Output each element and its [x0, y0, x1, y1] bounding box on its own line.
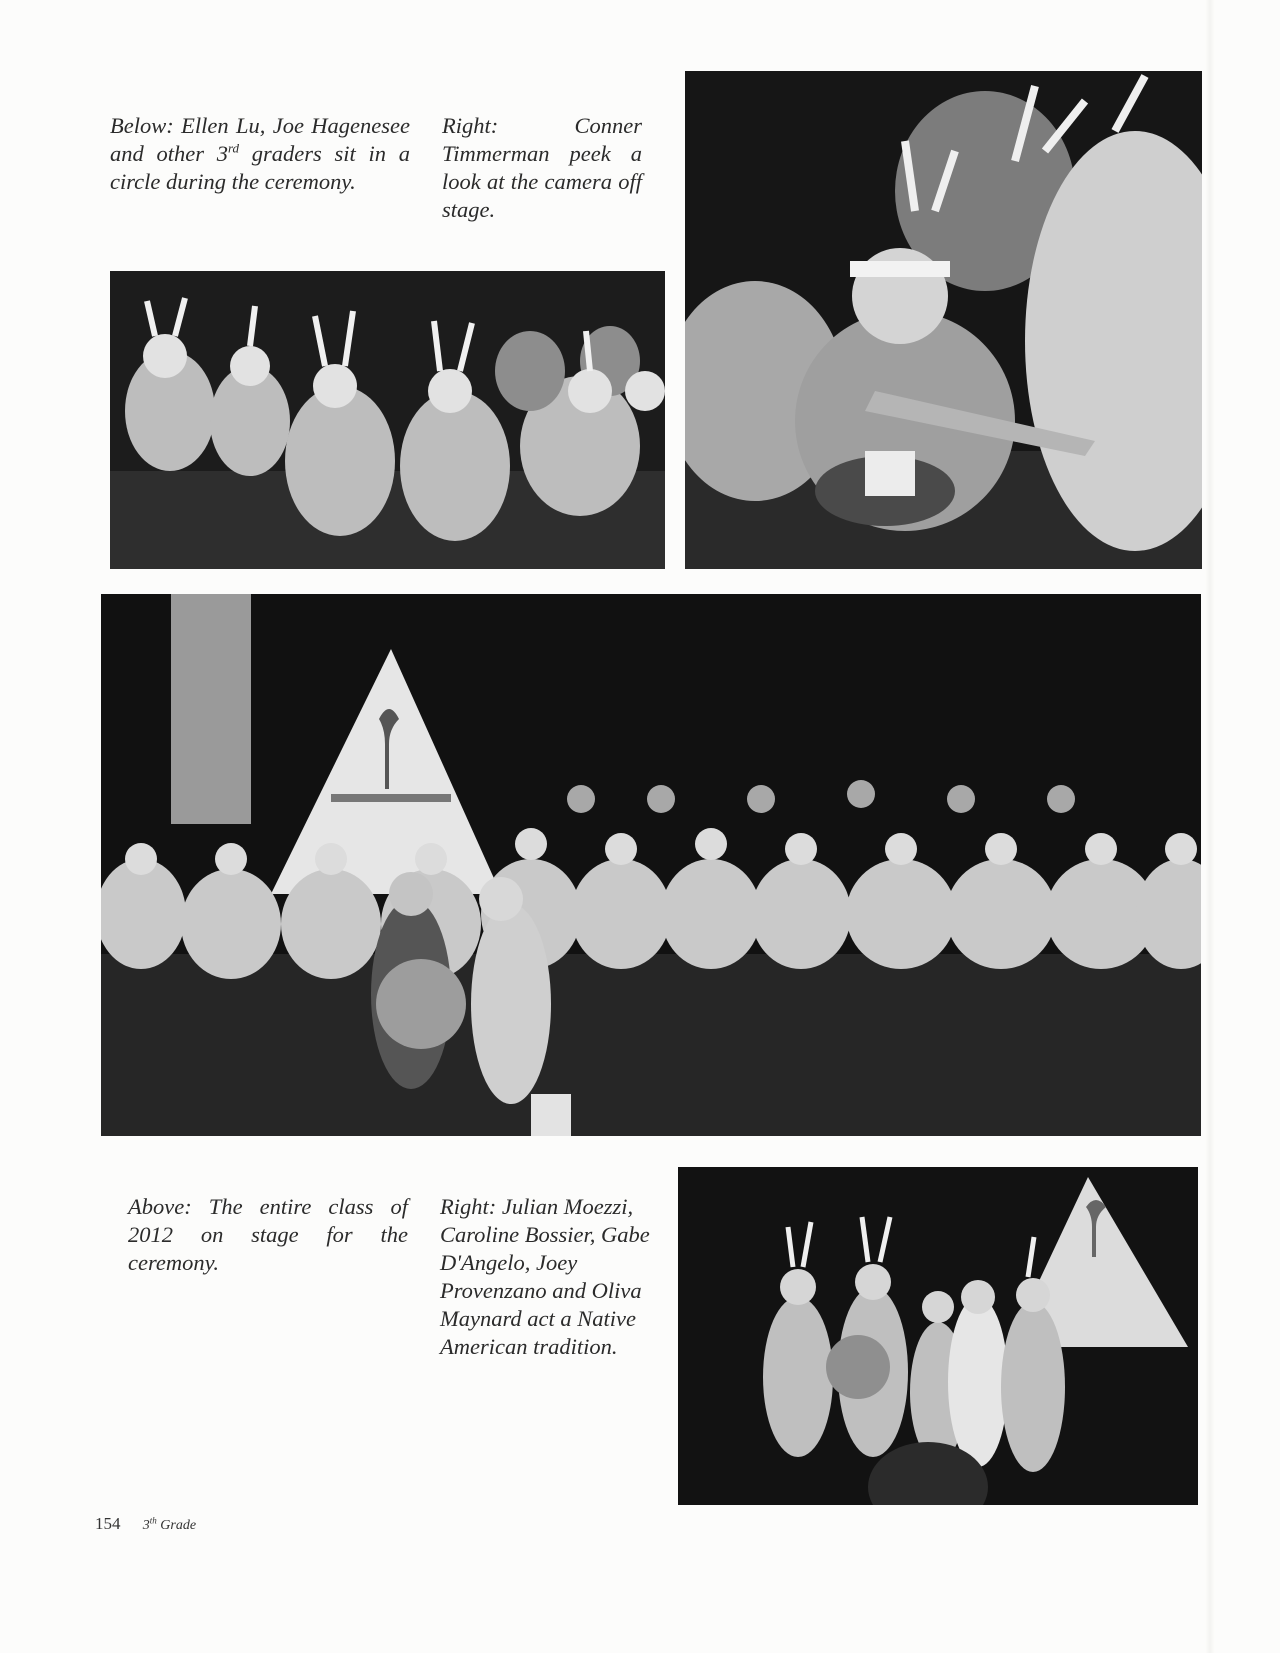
photo-students-circle [110, 271, 665, 569]
caption-right-conner: Right: Conner Timmerman peek a look at the camera off stage. [442, 113, 642, 222]
photo-conner-closeup-art [685, 71, 1202, 569]
photo-native-tradition [678, 1167, 1198, 1505]
caption-below-circle: Below: Ellen Lu, Joe Hagenesee and other 3rd graders sit in a circle during the ceremony. [110, 113, 410, 194]
page-gutter-shadow [1205, 0, 1215, 1653]
photo-students-circle-art [110, 271, 665, 569]
photo-class-on-stage [101, 594, 1201, 1136]
page-number: 154 [95, 1514, 121, 1533]
photo-conner-closeup [685, 71, 1202, 569]
section-title: 3th Grade [142, 1515, 197, 1533]
page-footer [95, 1514, 196, 1534]
caption-above-class: Above: The entire class of 2012 on stage for the ceremony. [128, 1194, 408, 1275]
photo-class-on-stage-art [101, 594, 1201, 1136]
photo-native-tradition-art [678, 1167, 1198, 1505]
caption-right-tradition: Right: Julian Moezzi, Caroline Bossier, Gabe D'Angelo, Joey Provenzano and Oliva Maynard act a Native American tradition. [440, 1194, 650, 1359]
